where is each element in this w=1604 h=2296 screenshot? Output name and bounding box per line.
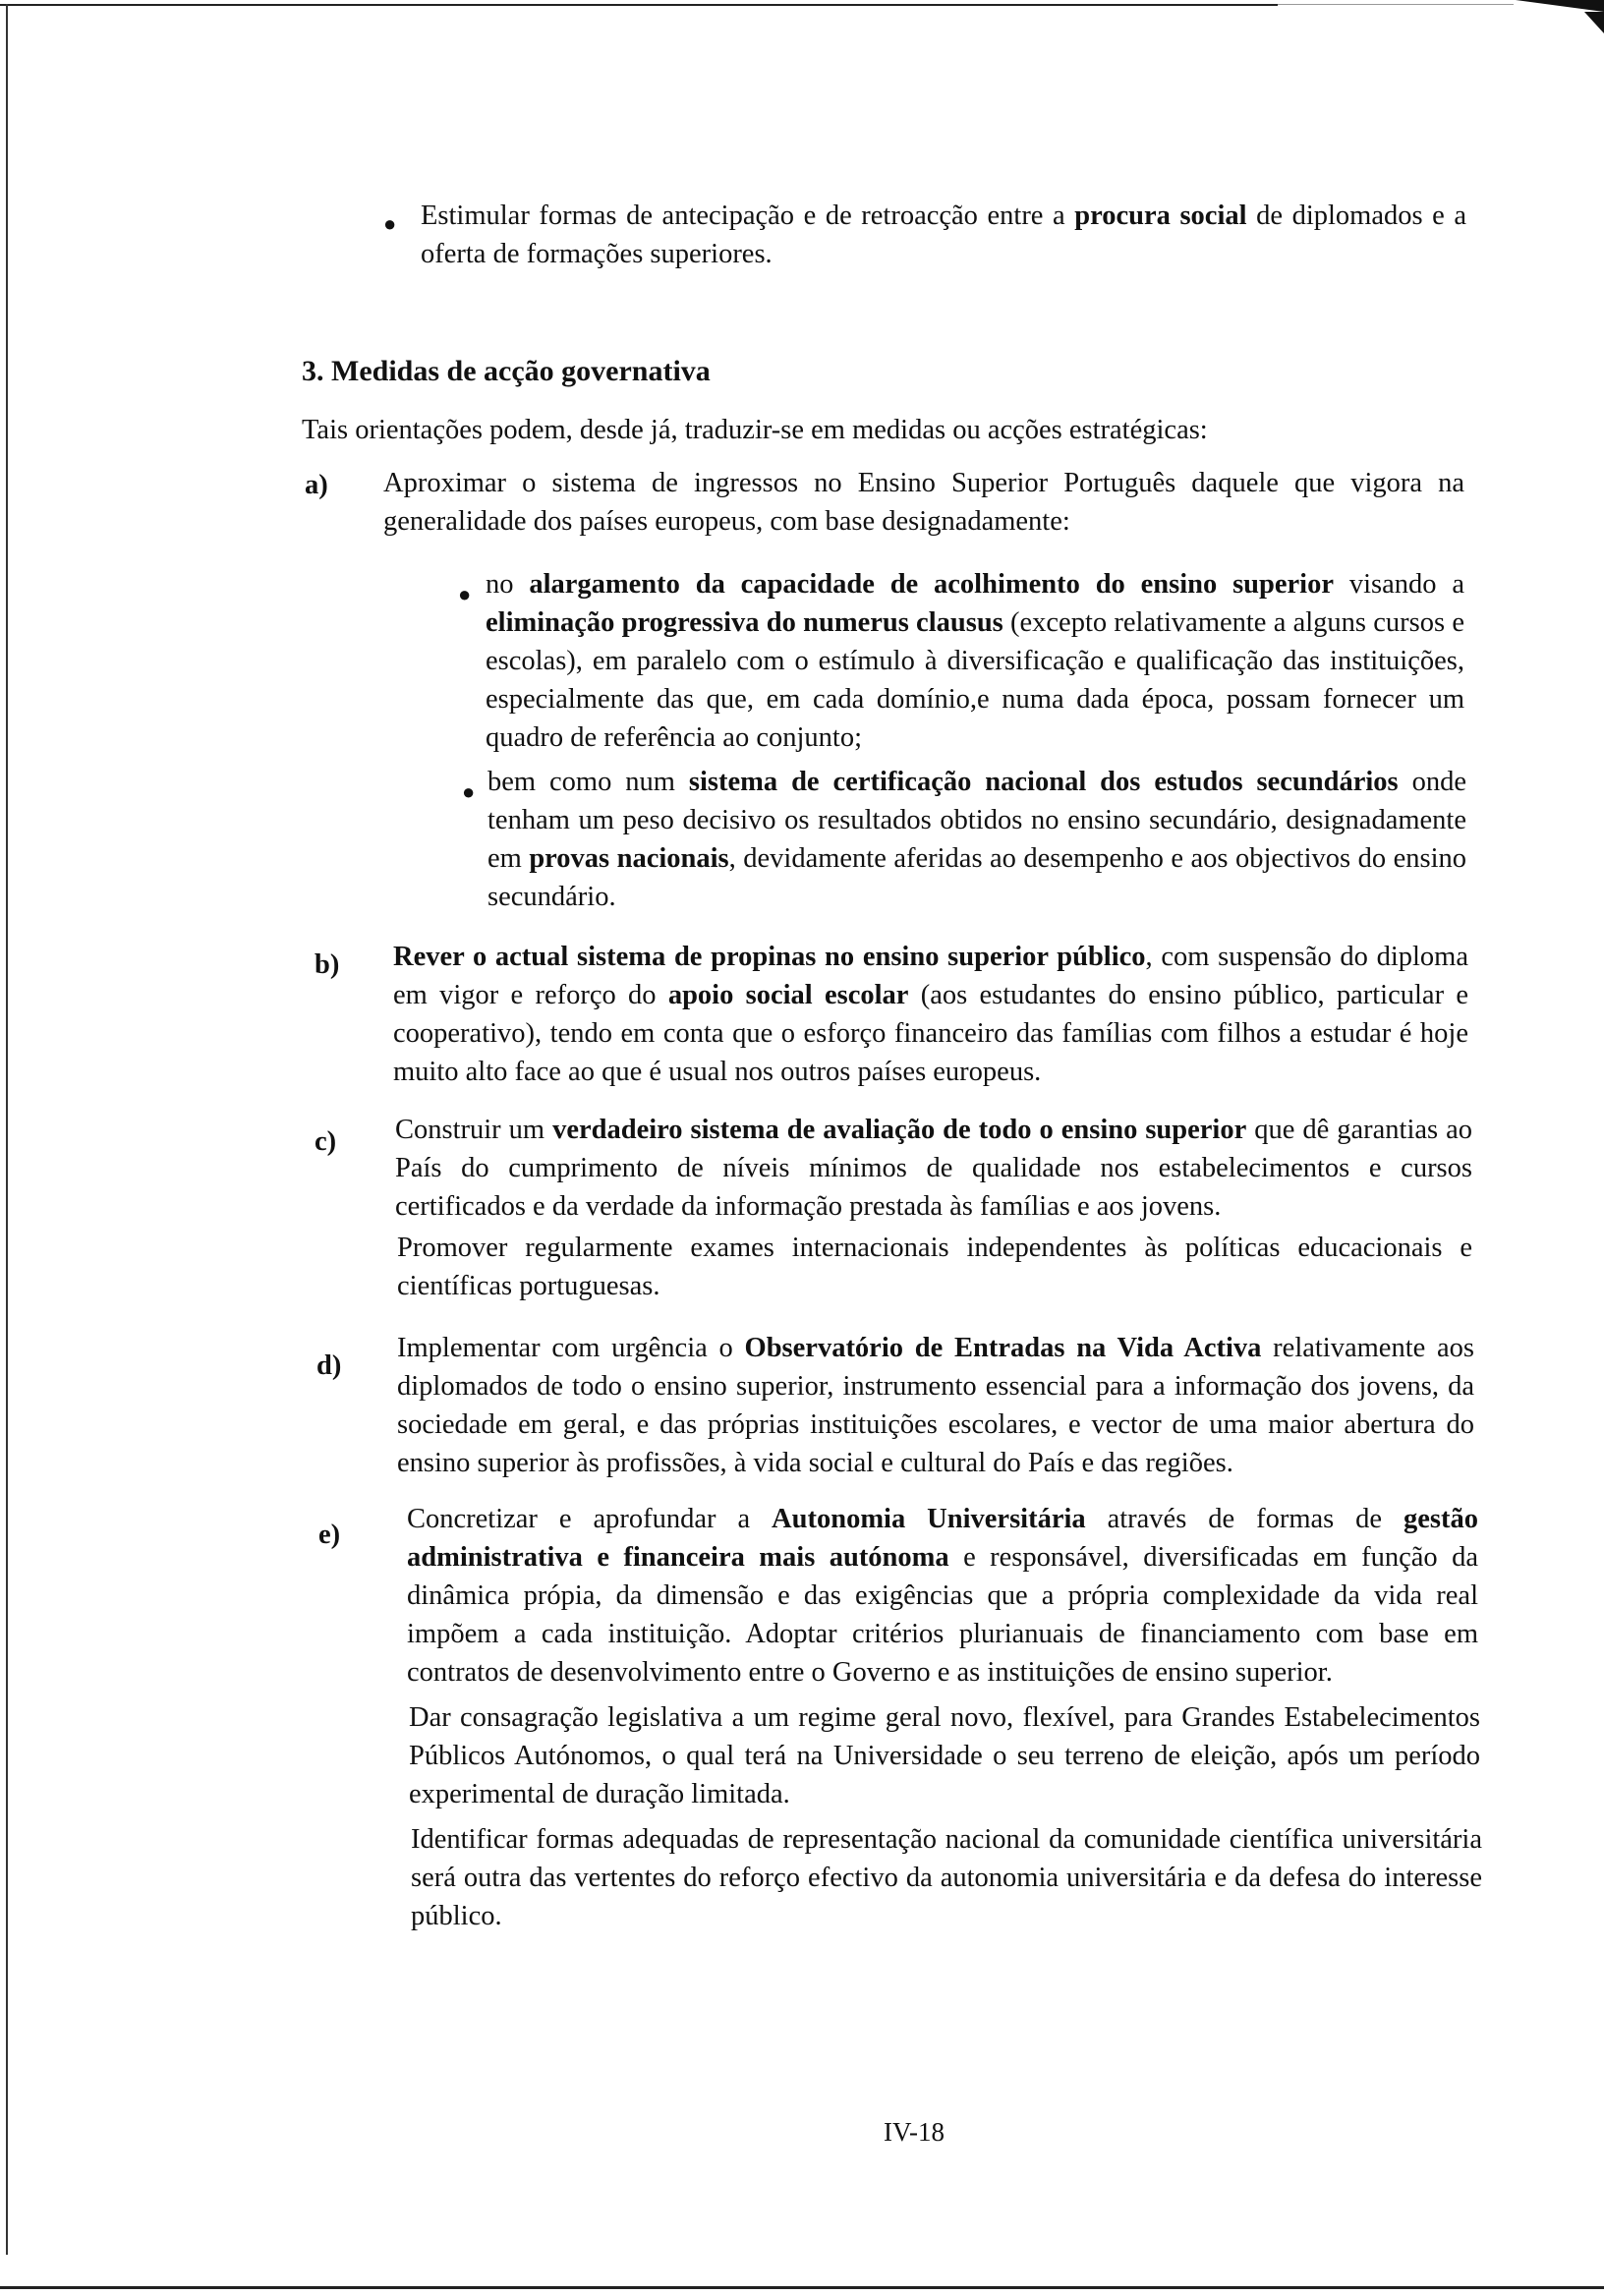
item-label-e: e) xyxy=(318,1520,341,1550)
item-label-b: b) xyxy=(315,949,340,980)
item-b-text xyxy=(393,938,1468,1091)
text-run: que dê garantias ao País do cumprimento de níveis mínimos de qualidade nos estabelecimentos e cursos certificados e da verdade da informação prestada às famílias e aos jovens. xyxy=(395,1115,1472,1222)
item-a-text xyxy=(383,464,1464,541)
intro-bullet-paragraph xyxy=(421,197,1466,273)
text-run: (excepto relativamente a alguns cursos e escolas), em paralelo com o estímulo à diversificação e qualificação das instituições, especialmente das que, em cada domínio,e numa dada época, possam fornecer um quadro de referência ao conjunto; xyxy=(486,607,1465,753)
text-run: Promover regularmente exames internacionais independentes às políticas educacionais e científicas portuguesas. xyxy=(397,1233,1472,1301)
bold-text: verdadeiro sistema de avaliação de todo o ensino superior xyxy=(552,1115,1247,1145)
item-c-paragraph-2 xyxy=(397,1229,1472,1305)
text-run: de diplomados e a oferta de formações superiores. xyxy=(421,201,1466,269)
bold-text: provas nacionais xyxy=(529,843,729,874)
text-run: Implementar com urgência o xyxy=(397,1333,745,1363)
item-e-paragraph-3 xyxy=(411,1820,1482,1935)
item-a-subbullet-1 xyxy=(486,565,1464,757)
item-label-d: d) xyxy=(316,1350,342,1381)
item-a-subbullet-2 xyxy=(487,763,1466,916)
bold-text: gestão administrativa e financeira mais autónoma xyxy=(407,1504,1479,1573)
bold-text: alargamento da capacidade de acolhimento do ensino superior xyxy=(529,569,1334,600)
bold-text: Rever o actual sistema de propinas no ensino superior público xyxy=(393,942,1146,972)
bold-text: sistema de certificação nacional dos estudos secundários xyxy=(688,767,1399,797)
item-e-paragraph-2 xyxy=(409,1698,1480,1813)
text-run: (aos estudantes do ensino público, particular e cooperativo), tendo em conta que o esforço financeiro das famílias com filhos a estudar é hoje muito alto face ao que é usual nos outros países europeus. xyxy=(393,980,1468,1087)
bullet-icon: ● xyxy=(458,582,472,606)
text-run: Construir um xyxy=(395,1115,553,1145)
text-run: , devidamente aferidas ao desempenho e aos objectivos do ensino secundário. xyxy=(487,843,1466,912)
bullet-icon: ● xyxy=(462,779,476,804)
text-run: Tais orientações podem, desde já, traduzir-se em medidas ou acções estratégicas: xyxy=(302,415,1208,445)
bullet-icon: ● xyxy=(383,211,397,236)
text-run: Aproximar o sistema de ingressos no Ensino Superior Português daquele que vigora na generalidade dos países europeus, com base designadamente: xyxy=(383,468,1464,537)
text-run: Estimular formas de antecipação e de retroacção entre a xyxy=(421,201,1075,231)
text-run: , com suspensão do diploma em vigor e reforço do xyxy=(393,942,1468,1010)
section-heading: 3. Medidas de acção governativa xyxy=(302,355,711,387)
text-run: no xyxy=(486,569,530,600)
text-run: relativamente aos diplomados de todo o ensino superior, instrumento essencial para a informação dos jovens, da sociedade em geral, e das próprias instituições escolares, e vector de uma maior abertura do ensino superior às profissões, à vida social e cultural do País e das regiões. xyxy=(397,1333,1475,1478)
text-run: Dar consagração legislativa a um regime geral novo, flexível, para Grandes Estabelecimentos Públicos Autónomos, o qual terá na Universidade o seu terreno de eleição, após um período experimental de duração limitada. xyxy=(409,1702,1480,1809)
page-number: IV-18 xyxy=(883,2117,945,2147)
text-run: através de formas de xyxy=(1085,1504,1404,1534)
section-intro xyxy=(302,411,1461,449)
item-e-text xyxy=(407,1500,1478,1692)
bold-text: eliminação progressiva do numerus clausus xyxy=(486,607,1003,638)
bold-text: Observatório de Entradas na Vida Activa xyxy=(744,1333,1262,1363)
item-label-a: a) xyxy=(305,470,328,500)
text-run: bem como num xyxy=(487,767,689,797)
bold-text: apoio social escolar xyxy=(667,980,909,1010)
item-d-text xyxy=(397,1329,1474,1482)
text-run: onde tenham um peso decisivo os resultados obtidos no ensino secundário, designadamente em xyxy=(487,767,1466,874)
text-run: e responsável, diversificadas em função da dinâmica própia, da dimensão e das exigências que a própria complexidade da vida real impõem a cada instituição. Adoptar critérios plurianuais de financiamento com base em contratos de desenvolvimento entre o Governo e as instituições de ensino superior. xyxy=(407,1542,1478,1688)
text-run: visando a xyxy=(1334,569,1464,600)
bold-text: Autonomia Universitária xyxy=(772,1504,1086,1534)
bold-text: procura social xyxy=(1074,201,1247,231)
text-run: Identificar formas adequadas de representação nacional da comunidade científica universitária será outra das vertentes do reforço efectivo da autonomia universitária e da defesa do interesse público. xyxy=(411,1824,1482,1931)
text-run: Concretizar e aprofundar a xyxy=(407,1504,773,1534)
item-label-c: c) xyxy=(315,1126,337,1157)
item-c-text xyxy=(395,1111,1472,1226)
